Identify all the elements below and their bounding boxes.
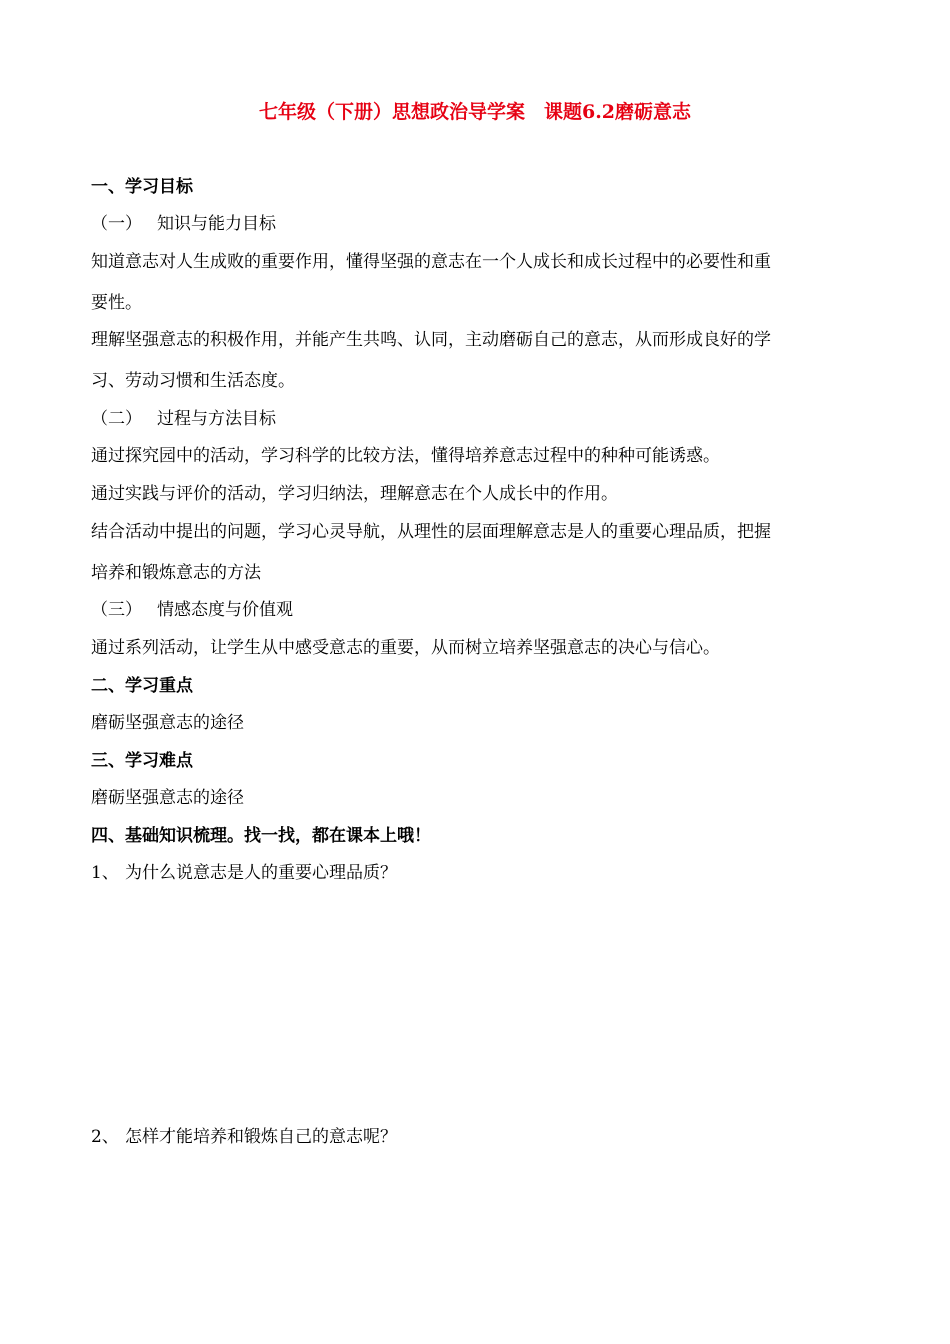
paragraph-line: 结合活动中提出的问题，学习心灵导航，从理性的层面理解意志是人的重要心理品质，把握 <box>91 522 771 542</box>
subsection-knowledge-heading <box>91 214 276 234</box>
question-number: 1、 <box>91 863 119 883</box>
section-difficulties-heading: 三、学习难点 <box>91 751 193 771</box>
paragraph-line: 通过系列活动，让学生从中感受意志的重要，从而树立培养坚强意志的决心与信心。 <box>91 638 720 658</box>
paragraph-line: 培养和锻炼意志的方法 <box>91 563 261 583</box>
subsection-process-heading <box>91 409 276 429</box>
paragraph-line: 习、劳动习惯和生活态度。 <box>91 371 295 391</box>
subsection-label: 过程与方法目标 <box>157 409 276 429</box>
subsection-marker: （一） <box>91 214 142 234</box>
paragraph-line: 要性。 <box>91 293 142 313</box>
paragraph-line: 理解坚强意志的积极作用，并能产生共鸣、认同，主动磨砺自己的意志，从而形成良好的学 <box>91 330 771 350</box>
paragraph-line: 磨砺坚强意志的途径 <box>91 788 244 808</box>
question-2 <box>91 1127 397 1147</box>
subsection-marker: （三） <box>91 600 142 620</box>
paragraph-line: 通过探究园中的活动，学习科学的比较方法，懂得培养意志过程中的种种可能诱惑。 <box>91 446 720 466</box>
section-basics-heading: 四、基础知识梳理。找一找，都在课本上哦！ <box>91 826 431 846</box>
paragraph-line: 磨砺坚强意志的途径 <box>91 713 244 733</box>
subsection-label: 知识与能力目标 <box>157 214 276 234</box>
question-text: 为什么说意志是人的重要心理品质？ <box>125 863 397 883</box>
question-number: 2、 <box>91 1127 119 1147</box>
subsection-marker: （二） <box>91 409 142 429</box>
question-text: 怎样才能培养和锻炼自己的意志呢？ <box>125 1127 397 1147</box>
section-goals-heading: 一、学习目标 <box>91 177 193 197</box>
paragraph-line: 通过实践与评价的活动，学习归纳法，理解意志在个人成长中的作用。 <box>91 484 618 504</box>
section-key-points-heading: 二、学习重点 <box>91 676 193 696</box>
subsection-label: 情感态度与价值观 <box>157 600 293 620</box>
subsection-attitude-heading <box>91 600 293 620</box>
question-1 <box>91 863 397 883</box>
page-title: 七年级（下册）思想政治导学案 课题6.2磨砺意志 <box>258 101 692 123</box>
paragraph-line: 知道意志对人生成败的重要作用，懂得坚强的意志在一个人成长和成长过程中的必要性和重 <box>91 252 771 272</box>
